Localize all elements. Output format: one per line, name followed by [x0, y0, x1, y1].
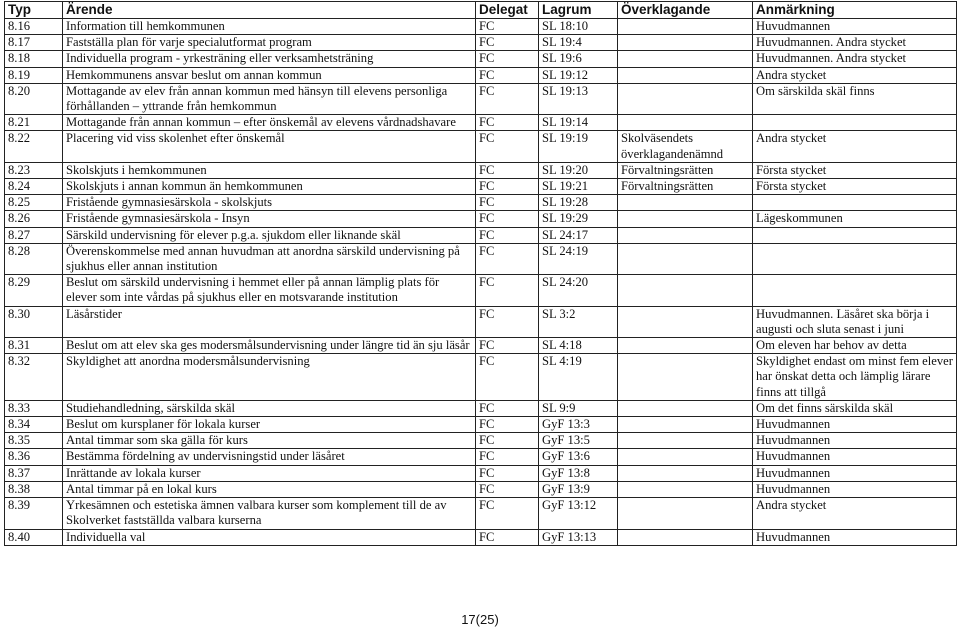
- cell-delegat: FC: [476, 115, 539, 131]
- cell-delegat: FC: [476, 465, 539, 481]
- cell-lagrum: SL 19:21: [539, 179, 618, 195]
- cell-arende: Fastställa plan för varje specialutformat program: [63, 35, 476, 51]
- table-row: [5, 417, 957, 433]
- cell-typ: 8.30: [5, 306, 63, 337]
- cell-lagrum: SL 24:19: [539, 243, 618, 274]
- header-lagrum: Lagrum: [539, 2, 618, 19]
- cell-lagrum: SL 24:20: [539, 275, 618, 306]
- cell-overklagande: [618, 211, 753, 227]
- cell-lagrum: GyF 13:13: [539, 529, 618, 545]
- cell-overklagande: [618, 481, 753, 497]
- cell-delegat: FC: [476, 195, 539, 211]
- cell-delegat: FC: [476, 400, 539, 416]
- table-row: [5, 400, 957, 416]
- cell-typ: 8.37: [5, 465, 63, 481]
- cell-overklagande: [618, 417, 753, 433]
- cell-typ: 8.38: [5, 481, 63, 497]
- cell-typ: 8.22: [5, 131, 63, 162]
- cell-arende: Bestämma fördelning av undervisningstid under läsåret: [63, 449, 476, 465]
- cell-anmarkning: Lägeskommunen: [753, 211, 957, 227]
- cell-typ: 8.16: [5, 19, 63, 35]
- cell-anmarkning: [753, 243, 957, 274]
- table-row: [5, 465, 957, 481]
- table-row: [5, 306, 957, 337]
- cell-typ: 8.23: [5, 162, 63, 178]
- cell-arende: Studiehandledning, särskilda skäl: [63, 400, 476, 416]
- table-row: [5, 195, 957, 211]
- cell-overklagande: [618, 306, 753, 337]
- cell-anmarkning: [753, 275, 957, 306]
- cell-anmarkning: Huvudmannen. Läsåret ska börja i augusti och sluta senast i juni: [753, 306, 957, 337]
- cell-delegat: FC: [476, 481, 539, 497]
- cell-lagrum: SL 19:6: [539, 51, 618, 67]
- cell-overklagande: [618, 449, 753, 465]
- header-overklagande: Överklagande: [618, 2, 753, 19]
- cell-arende: Antal timmar på en lokal kurs: [63, 481, 476, 497]
- table-row: [5, 449, 957, 465]
- cell-delegat: FC: [476, 35, 539, 51]
- table-row: [5, 338, 957, 354]
- table-row: [5, 67, 957, 83]
- cell-arende: Skolskjuts i annan kommun än hemkommunen: [63, 179, 476, 195]
- cell-lagrum: SL 19:4: [539, 35, 618, 51]
- cell-typ: 8.31: [5, 338, 63, 354]
- cell-anmarkning: Om särskilda skäl finns: [753, 83, 957, 114]
- table-body: [5, 19, 957, 546]
- cell-delegat: FC: [476, 83, 539, 114]
- cell-arende: Fristående gymnasiesärskola - Insyn: [63, 211, 476, 227]
- cell-typ: 8.36: [5, 449, 63, 465]
- cell-anmarkning: Huvudmannen: [753, 433, 957, 449]
- cell-lagrum: SL 19:12: [539, 67, 618, 83]
- cell-delegat: FC: [476, 67, 539, 83]
- cell-arende: Individuella val: [63, 529, 476, 545]
- cell-typ: 8.24: [5, 179, 63, 195]
- header-typ: Typ: [5, 2, 63, 19]
- cell-anmarkning: [753, 227, 957, 243]
- page-number: 17(25): [461, 612, 499, 627]
- cell-anmarkning: Huvudmannen: [753, 19, 957, 35]
- cell-anmarkning: Om det finns särskilda skäl: [753, 400, 957, 416]
- table-row: [5, 529, 957, 545]
- cell-arende: Placering vid viss skolenhet efter önskemål: [63, 131, 476, 162]
- cell-delegat: FC: [476, 275, 539, 306]
- cell-lagrum: GyF 13:5: [539, 433, 618, 449]
- cell-lagrum: GyF 13:12: [539, 498, 618, 529]
- cell-lagrum: SL 18:10: [539, 19, 618, 35]
- table-row: [5, 51, 957, 67]
- cell-arende: Överenskommelse med annan huvudman att anordna särskild undervisning på sjukhus eller annan institution: [63, 243, 476, 274]
- cell-lagrum: SL 3:2: [539, 306, 618, 337]
- cell-anmarkning: Andra stycket: [753, 131, 957, 162]
- cell-typ: 8.29: [5, 275, 63, 306]
- cell-delegat: FC: [476, 162, 539, 178]
- cell-lagrum: SL 19:13: [539, 83, 618, 114]
- cell-anmarkning: Andra stycket: [753, 67, 957, 83]
- table-row: [5, 131, 957, 162]
- cell-overklagande: [618, 354, 753, 401]
- cell-delegat: FC: [476, 211, 539, 227]
- cell-anmarkning: Huvudmannen: [753, 529, 957, 545]
- table-row: [5, 19, 957, 35]
- cell-arende: Beslut om att elev ska ges modersmålsundervisning under längre tid än sju läsår: [63, 338, 476, 354]
- delegation-table: [4, 1, 957, 546]
- cell-overklagande: [618, 195, 753, 211]
- cell-overklagande: [618, 529, 753, 545]
- table-row: [5, 179, 957, 195]
- cell-arende: Mottagande från annan kommun – efter önskemål av elevens vårdnadshavare: [63, 115, 476, 131]
- cell-typ: 8.19: [5, 67, 63, 83]
- header-delegat: Delegat: [476, 2, 539, 19]
- cell-delegat: FC: [476, 417, 539, 433]
- cell-anmarkning: Om eleven har behov av detta: [753, 338, 957, 354]
- cell-typ: 8.18: [5, 51, 63, 67]
- cell-typ: 8.27: [5, 227, 63, 243]
- cell-anmarkning: Andra stycket: [753, 498, 957, 529]
- cell-overklagande: [618, 227, 753, 243]
- cell-anmarkning: Huvudmannen. Andra stycket: [753, 35, 957, 51]
- cell-delegat: FC: [476, 243, 539, 274]
- cell-lagrum: SL 19:28: [539, 195, 618, 211]
- cell-arende: Individuella program - yrkesträning eller verksamhetsträning: [63, 51, 476, 67]
- cell-arende: Information till hemkommunen: [63, 19, 476, 35]
- cell-arende: Fristående gymnasiesärskola - skolskjuts: [63, 195, 476, 211]
- cell-lagrum: SL 9:9: [539, 400, 618, 416]
- cell-overklagande: [618, 433, 753, 449]
- cell-lagrum: SL 24:17: [539, 227, 618, 243]
- cell-delegat: FC: [476, 449, 539, 465]
- cell-delegat: FC: [476, 433, 539, 449]
- cell-anmarkning: Huvudmannen: [753, 481, 957, 497]
- table-row: [5, 433, 957, 449]
- cell-delegat: FC: [476, 227, 539, 243]
- cell-lagrum: GyF 13:8: [539, 465, 618, 481]
- cell-arende: Hemkommunens ansvar beslut om annan kommun: [63, 67, 476, 83]
- cell-lagrum: SL 4:18: [539, 338, 618, 354]
- cell-anmarkning: Huvudmannen. Andra stycket: [753, 51, 957, 67]
- cell-overklagande: Skolväsendets överklagandenämnd: [618, 131, 753, 162]
- cell-typ: 8.28: [5, 243, 63, 274]
- table-row: [5, 498, 957, 529]
- cell-typ: 8.35: [5, 433, 63, 449]
- cell-typ: 8.39: [5, 498, 63, 529]
- cell-arende: Beslut om särskild undervisning i hemmet eller på annan lämplig plats för elever som inte vårdas på sjukhus eller en motsvarande institution: [63, 275, 476, 306]
- cell-arende: Beslut om kursplaner för lokala kurser: [63, 417, 476, 433]
- cell-overklagande: Förvaltningsrätten: [618, 162, 753, 178]
- cell-typ: 8.17: [5, 35, 63, 51]
- cell-overklagande: [618, 338, 753, 354]
- cell-delegat: FC: [476, 306, 539, 337]
- cell-lagrum: SL 4:19: [539, 354, 618, 401]
- cell-lagrum: GyF 13:3: [539, 417, 618, 433]
- cell-anmarkning: Första stycket: [753, 179, 957, 195]
- cell-anmarkning: Huvudmannen: [753, 465, 957, 481]
- cell-arende: Särskild undervisning för elever p.g.a. sjukdom eller liknande skäl: [63, 227, 476, 243]
- cell-typ: 8.32: [5, 354, 63, 401]
- cell-typ: 8.26: [5, 211, 63, 227]
- cell-lagrum: SL 19:20: [539, 162, 618, 178]
- cell-lagrum: SL 19:29: [539, 211, 618, 227]
- cell-delegat: FC: [476, 179, 539, 195]
- cell-overklagande: [618, 83, 753, 114]
- cell-delegat: FC: [476, 51, 539, 67]
- cell-overklagande: [618, 498, 753, 529]
- cell-arende: Läsårstider: [63, 306, 476, 337]
- table-row: [5, 162, 957, 178]
- table-header-row: [5, 2, 957, 19]
- cell-overklagande: [618, 465, 753, 481]
- cell-typ: 8.20: [5, 83, 63, 114]
- cell-overklagande: [618, 275, 753, 306]
- cell-typ: 8.21: [5, 115, 63, 131]
- cell-arende: Yrkesämnen och estetiska ämnen valbara kurser som komplement till de av Skolverket fastställda valbara kurserna: [63, 498, 476, 529]
- cell-delegat: FC: [476, 338, 539, 354]
- cell-anmarkning: Skyldighet endast om minst fem elever har önskat detta och lämplig lärare finns att tillgå: [753, 354, 957, 401]
- cell-overklagande: [618, 67, 753, 83]
- cell-lagrum: GyF 13:9: [539, 481, 618, 497]
- cell-lagrum: GyF 13:6: [539, 449, 618, 465]
- cell-overklagande: [618, 51, 753, 67]
- header-arende: Ärende: [63, 2, 476, 19]
- cell-arende: Mottagande av elev från annan kommun med hänsyn till elevens personliga förhållanden – yttrande från hemkommun: [63, 83, 476, 114]
- header-anmarkning: Anmärkning: [753, 2, 957, 19]
- cell-arende: Antal timmar som ska gälla för kurs: [63, 433, 476, 449]
- table-row: [5, 211, 957, 227]
- cell-arende: Inrättande av lokala kurser: [63, 465, 476, 481]
- cell-typ: 8.25: [5, 195, 63, 211]
- cell-overklagande: [618, 115, 753, 131]
- cell-delegat: FC: [476, 498, 539, 529]
- cell-lagrum: SL 19:19: [539, 131, 618, 162]
- cell-typ: 8.34: [5, 417, 63, 433]
- table-row: [5, 115, 957, 131]
- cell-delegat: FC: [476, 529, 539, 545]
- table-row: [5, 35, 957, 51]
- cell-arende: Skyldighet att anordna modersmålsundervisning: [63, 354, 476, 401]
- cell-anmarkning: [753, 115, 957, 131]
- cell-anmarkning: Första stycket: [753, 162, 957, 178]
- cell-delegat: FC: [476, 131, 539, 162]
- cell-delegat: FC: [476, 19, 539, 35]
- cell-overklagande: Förvaltningsrätten: [618, 179, 753, 195]
- cell-overklagande: [618, 35, 753, 51]
- cell-typ: 8.40: [5, 529, 63, 545]
- cell-delegat: FC: [476, 354, 539, 401]
- table-row: [5, 354, 957, 401]
- cell-anmarkning: Huvudmannen: [753, 417, 957, 433]
- cell-anmarkning: [753, 195, 957, 211]
- table-row: [5, 227, 957, 243]
- table-row: [5, 243, 957, 274]
- cell-anmarkning: Huvudmannen: [753, 449, 957, 465]
- table-row: [5, 275, 957, 306]
- cell-typ: 8.33: [5, 400, 63, 416]
- cell-arende: Skolskjuts i hemkommunen: [63, 162, 476, 178]
- cell-overklagande: [618, 400, 753, 416]
- cell-lagrum: SL 19:14: [539, 115, 618, 131]
- cell-overklagande: [618, 243, 753, 274]
- table-row: [5, 83, 957, 114]
- cell-overklagande: [618, 19, 753, 35]
- table-row: [5, 481, 957, 497]
